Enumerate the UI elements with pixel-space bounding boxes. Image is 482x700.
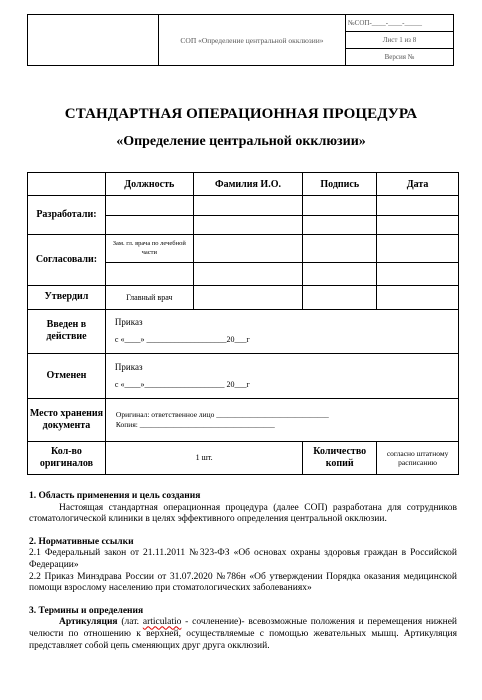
agreed-position: Зам. гл. врача по лечебной части [105, 234, 193, 262]
row-label-cancelled: Отменен [28, 354, 106, 399]
copies-label: Количество копий [303, 441, 377, 474]
approval-table [27, 172, 459, 475]
row-label-storage: Место хранения документа [28, 399, 106, 442]
row-label-originals: Кол-во оригиналов [28, 441, 106, 474]
header-logo-cell [28, 15, 159, 66]
row-label-developed: Разработали: [28, 196, 106, 234]
row-label-introduced: Введен в действие [28, 309, 106, 354]
originals-count: 1 шт. [105, 441, 302, 474]
table-header-row [28, 173, 459, 196]
document-subtitle: «Определение центральной окклюзии» [116, 134, 366, 149]
cancelled-order [105, 354, 458, 399]
introduced-order-date: с «____» ____________________20___г [114, 335, 250, 345]
col-signature: Подпись [303, 173, 377, 196]
storage-info [105, 399, 458, 442]
row-label-approved: Утвердил [28, 286, 106, 309]
storage-copy: Копия: ____________________________________ [115, 420, 275, 429]
cancelled-order-title: Приказ [114, 362, 143, 373]
section-3-text [29, 617, 457, 652]
cancelled-order-date: с «____»____________________ 20___г [114, 380, 250, 390]
col-date: Дата [377, 173, 459, 196]
section-3-title: 3. Термины и определения [29, 605, 144, 616]
document-body [29, 491, 457, 652]
section-2-title: 2. Нормативные ссылки [29, 536, 134, 547]
empty-corner-cell [28, 173, 106, 196]
introduced-order-title: Приказ [114, 317, 143, 328]
col-name: Фамилия И.О. [193, 173, 303, 196]
introduced-order [105, 309, 458, 354]
header-sheet: Лист 1 из 8 [346, 32, 454, 49]
approved-position: Главный врач [105, 286, 193, 309]
storage-original: Оригинал: ответственное лицо ______________________________ [115, 410, 329, 419]
header-number: №СОП-____-____-_____ [346, 15, 454, 32]
section-1-text: Настоящая стандартная операционная процедура (далее СОП) разработана для сотрудников стоматологической клиники в целях эффективного определения центральной окклюзии. [29, 502, 457, 525]
col-position: Должность [105, 173, 193, 196]
term-articulation: Артикуляция [59, 617, 118, 628]
term-definition: - сочленение)- всевозможные положения и перемещения нижней челюсти по отношению к верхней, осуществляемые с помощью жевательных мышц. Артикуляция представляет собой цепь сменяющих друг друга окклюзий. [29, 617, 458, 651]
document-header [27, 14, 454, 66]
row-label-agreed: Согласовали: [28, 234, 106, 285]
header-sop-name: СОП «Определение центральной окклюзии» [159, 15, 346, 66]
term-prefix: (лат. [117, 617, 143, 628]
copies-value: согласно штатному расписанию [377, 441, 459, 474]
latin-term: articulatio [142, 617, 182, 628]
section-1-title: 1. Область применения и цель создания [29, 491, 201, 501]
section-2-item-1: 2.1 Федеральный закон от 21.11.2011 №323-ФЗ «Об основах охраны здоровья граждан в Российской Федерации» [29, 548, 457, 570]
header-version: Версия № [346, 49, 454, 66]
section-2-item-2: 2.2 Приказ Минздрава России от 31.07.2020 №786н «Об утверждении Порядка оказания медицинской помощи взрослому населению при стоматологических заболеваниях» [29, 571, 457, 594]
document-title: СТАНДАРТНАЯ ОПЕРАЦИОННАЯ ПРОЦЕДУРА [64, 106, 418, 122]
